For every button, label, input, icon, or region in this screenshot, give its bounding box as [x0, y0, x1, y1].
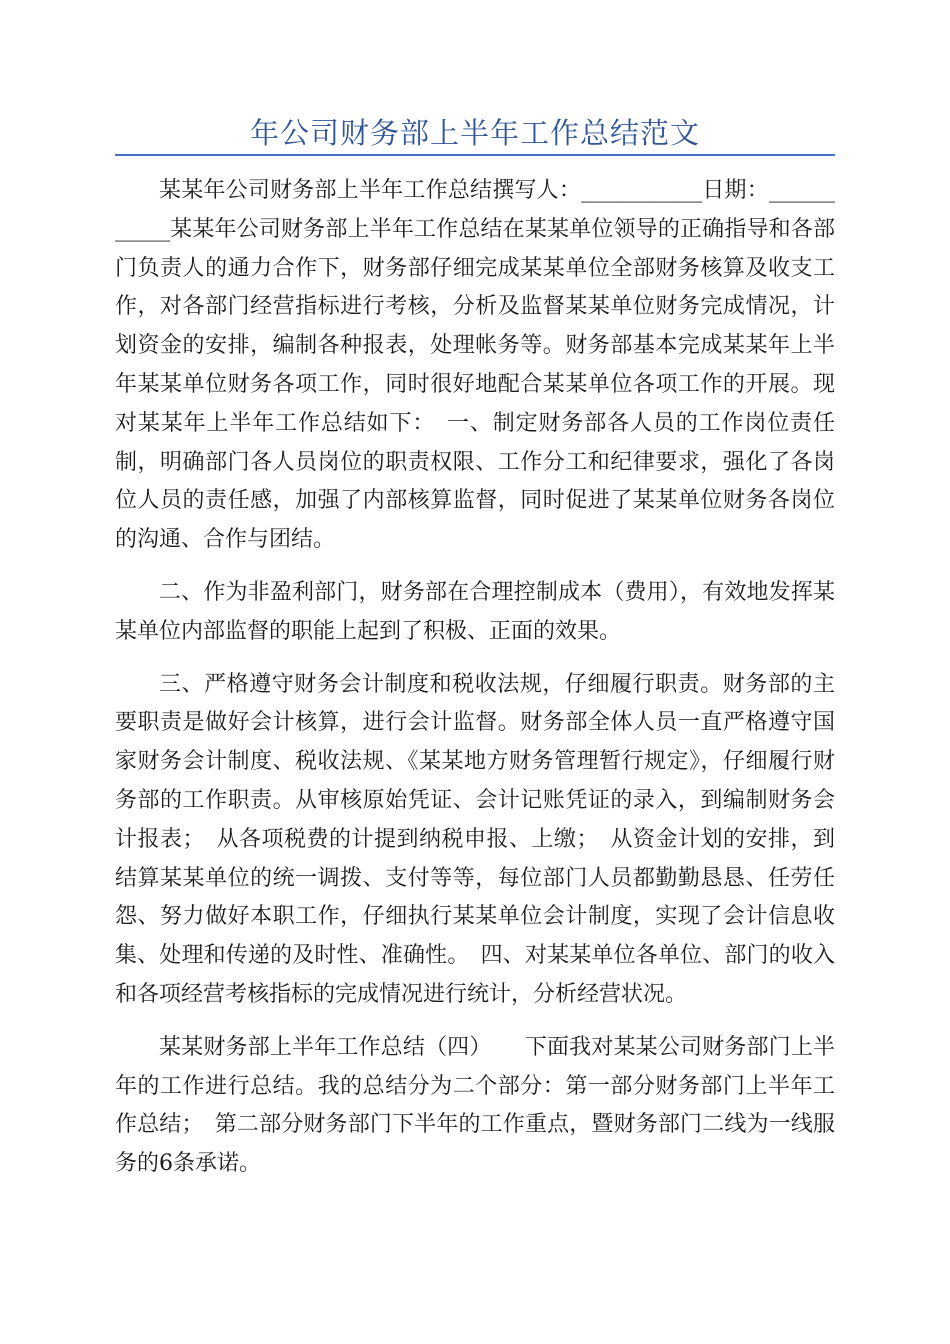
paragraph-4: 某某财务部上半年工作总结（四） 下面我对某某公司财务部门上半年的工作进行总结。我的总结分为二个部分：第一部分财务部门上半年工作总结； 第二部分财务部门下半年的工作重点，暨财务部门二线为一线服务的6条承诺。 [115, 1034, 835, 1177]
paragraph-1: 某某年公司财务部上半年工作总结撰写人：___________日期：___________某某年公司财务部上半年工作总结在某某单位领导的正确指导和各部门负责人的通力合作下，财务部仔细完成某某单位全部财务核算及收支工作，对各部门经营指标进行考核，分析及监督某某单位财务完成情况，计划资金的安排，编制各种报表，处理帐务等。财务部基本完成某某年上半年某某单位财务各项工作，同时很好地配合某某单位各项工作的开展。现对某某年上半年工作总结如下： 一、制定财务部各人员的工作岗位责任制，明确部门各人员岗位的职责权限、工作分工和纪律要求，强化了各岗位人员的责任感，加强了内部核算监督，同时促进了某某单位财务各岗位的沟通、合作与团结。 [115, 178, 835, 553]
paragraph-3: 三、严格遵守财务会计制度和税收法规，仔细履行职责。财务部的主要职责是做好会计核算，进行会计监督。财务部全体人员一直严格遵守国家财务会计制度、税收法规、《某某地方财务管理暂行规定》，仔细履行财务部的工作职责。从审核原始凭证、会计记账凭证的录入，到编制财务会计报表； 从各项税费的计提到纳税申报、上缴； 从资金计划的安排，到结算某某单位的统一调拨、支付等等，每位部门人员都勤勤恳恳、任劳任怨、努力做好本职工作，仔细执行某某单位会计制度，实现了会计信息收集、处理和传递的及时性、准确性。 四、对某某单位各单位、部门的收入和各项经营考核指标的完成情况进行统计，分析经营状况。 [115, 671, 835, 1007]
document-body [115, 172, 835, 1198]
document-title: 年公司财务部上半年工作总结范文 [249, 116, 700, 150]
title-underline [115, 154, 835, 156]
paragraph-2: 二、作为非盈利部门，财务部在合理控制成本（费用），有效地发挥某某单位内部监督的职能上起到了积极、正面的效果。 [115, 579, 835, 644]
